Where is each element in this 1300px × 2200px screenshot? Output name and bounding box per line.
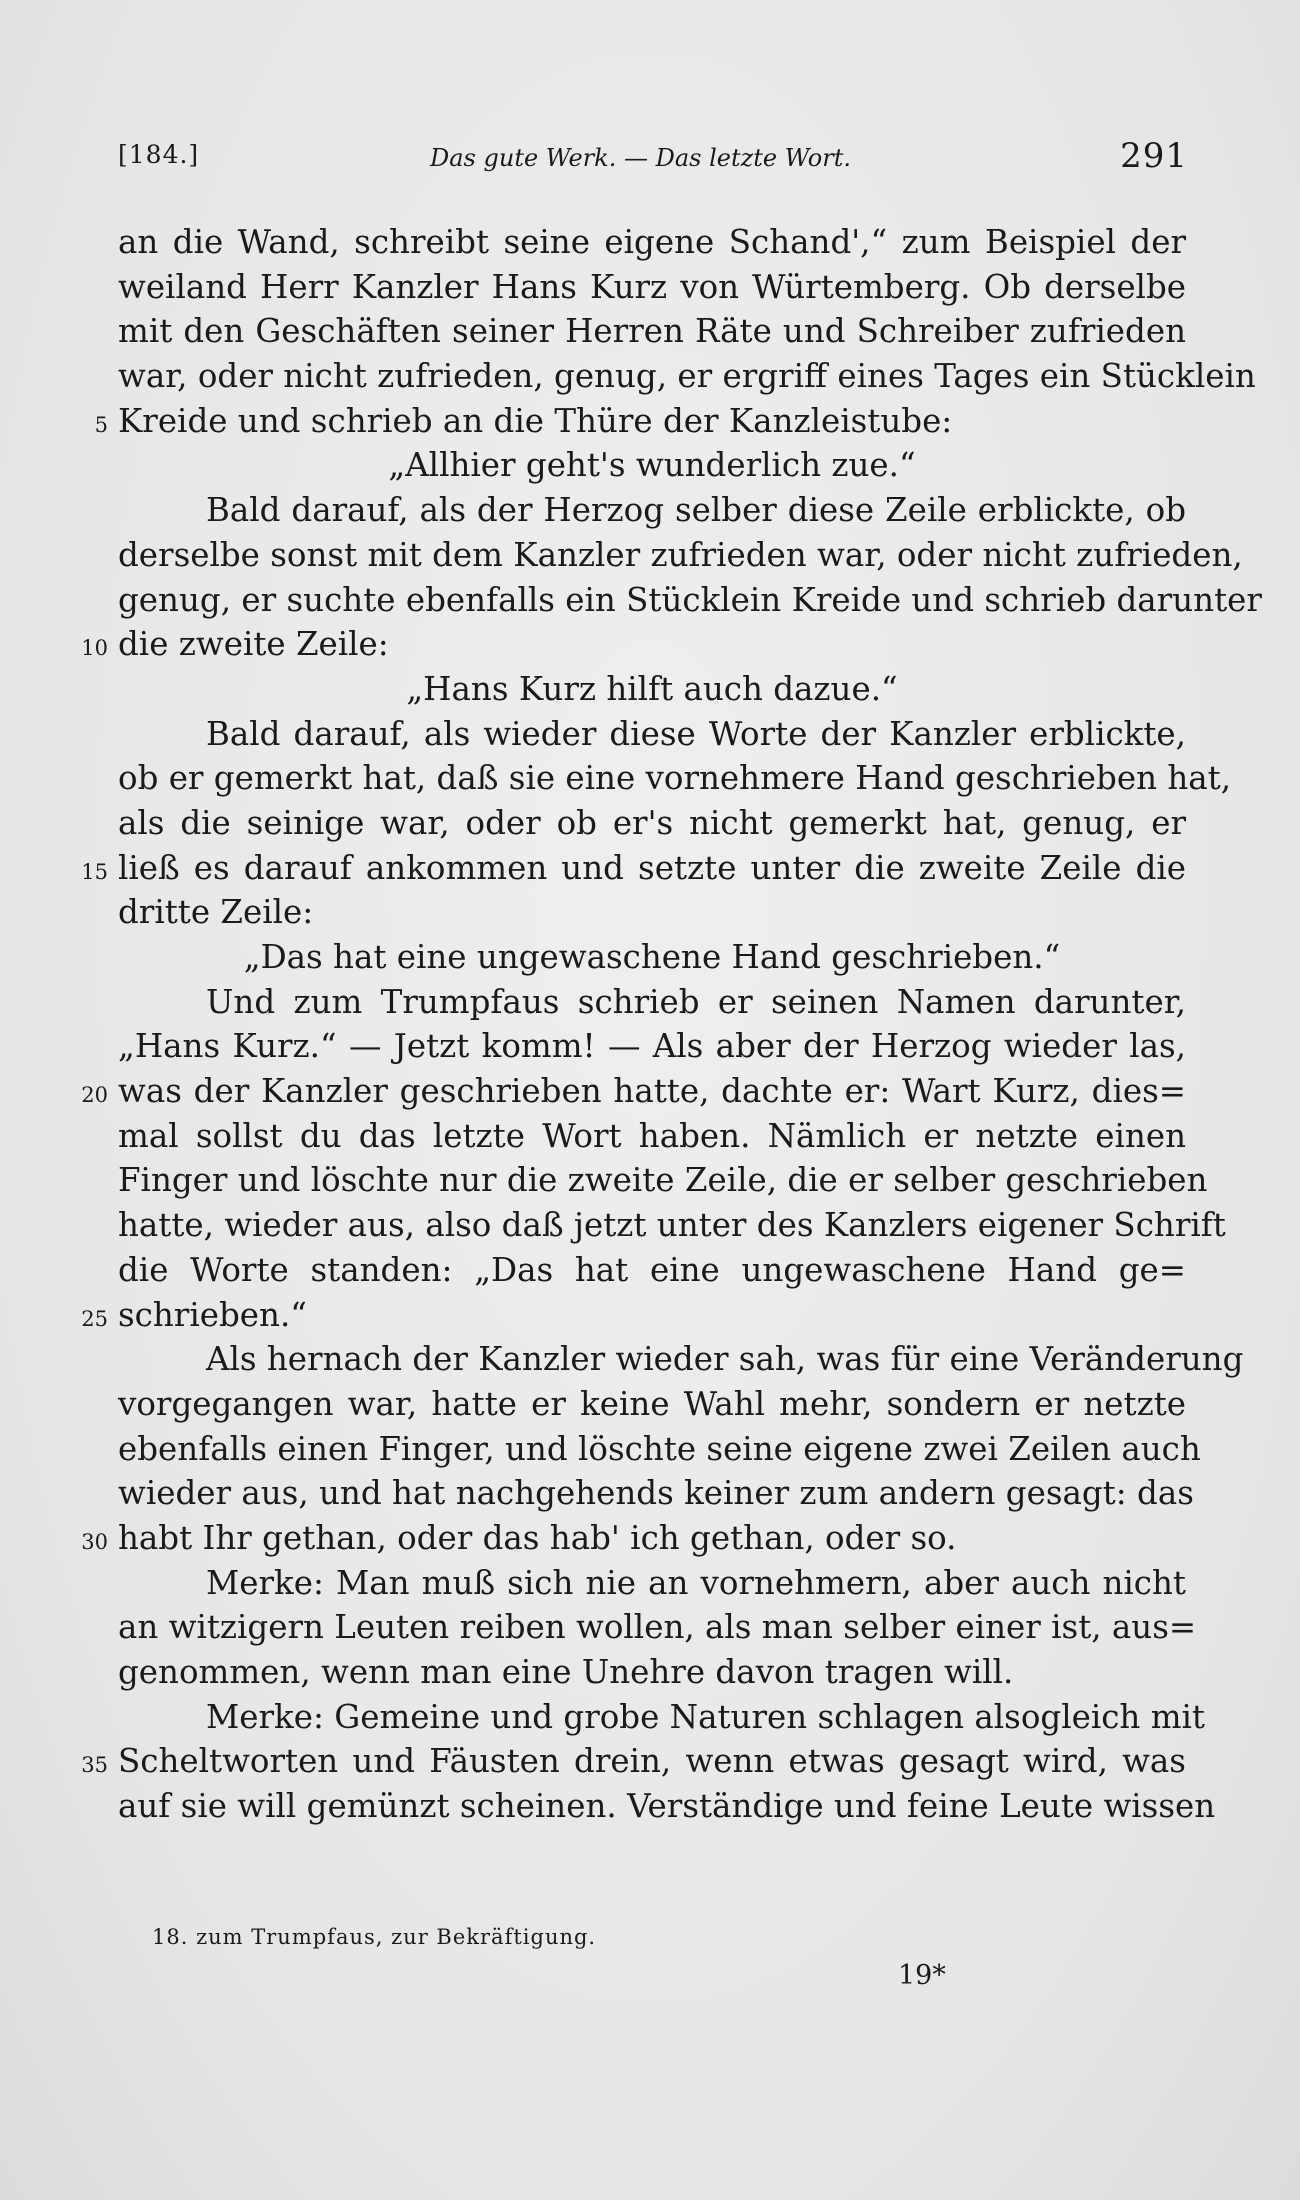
text-line — [81, 622, 1186, 667]
text-line — [118, 667, 1186, 712]
line-text: „Allhier geht's wunderlich zue.“ — [388, 446, 916, 485]
line-text: „Hans Kurz hilft auch dazue.“ — [406, 669, 898, 708]
text-line — [118, 1114, 1186, 1159]
line-number: 20 — [81, 1083, 108, 1108]
line-text: was der Kanzler geschrieben hatte, dachte er: Wart Kurz, dies= — [118, 1072, 1186, 1111]
text-line — [118, 1650, 1186, 1695]
text-line — [118, 712, 1186, 757]
line-text: Und zum Trumpfaus schrieb er seinen Namen darunter, — [206, 982, 1186, 1021]
text-line — [118, 1605, 1197, 1650]
line-text: Scheltworten und Fäusten drein, wenn etwas gesagt wird, was — [118, 1742, 1186, 1781]
text-line — [118, 443, 1186, 488]
text-line — [118, 1784, 1216, 1829]
line-text: war, oder nicht zufrieden, genug, er ergriff eines Tages ein Stücklein — [118, 357, 1256, 396]
line-text: hatte, wieder aus, also daß jetzt unter des Kanzlers eigener Schrift — [118, 1206, 1226, 1245]
line-text: auf sie will gemünzt scheinen. Verständige und feine Leute wissen — [118, 1787, 1216, 1826]
line-text: derselbe sonst mit dem Kanzler zufrieden war, oder nicht zufrieden, — [118, 535, 1243, 574]
line-text: dritte Zeile: — [118, 893, 314, 932]
line-text: Merke: Gemeine und grobe Naturen schlagen alsogleich mit — [206, 1697, 1205, 1736]
text-line — [118, 265, 1186, 310]
line-text: an die Wand, schreibt seine eigene Schand',“ zum Beispiel der — [118, 223, 1186, 261]
text-line — [118, 980, 1186, 1025]
text-line — [118, 756, 1232, 801]
signature-mark: 19* — [898, 1960, 946, 1991]
line-text: schrieben.“ — [118, 1295, 307, 1334]
line-text: vorgegangen war, hatte er keine Wahl mehr, sondern er netzte — [118, 1384, 1186, 1423]
text-line — [81, 1293, 1186, 1338]
text-line — [118, 1427, 1201, 1472]
line-text: die zweite Zeile: — [118, 625, 389, 664]
line-text: Als hernach der Kanzler wieder sah, was für eine Veränderung — [206, 1340, 1244, 1379]
line-number: 10 — [81, 636, 108, 661]
line-number: 5 — [94, 412, 108, 437]
text-line — [118, 488, 1186, 533]
line-text: habt Ihr gethan, oder das hab' ich gethan, oder so. — [118, 1518, 957, 1557]
line-text: Finger und löschte nur die zweite Zeile, die er selber geschrieben — [118, 1161, 1208, 1200]
text-line — [118, 1382, 1186, 1427]
line-text: ließ es darauf ankommen und setzte unter die zweite Zeile die — [118, 848, 1186, 887]
line-text: „Hans Kurz.“ — Jetzt komm! — Als aber der Herzog wieder las, — [118, 1027, 1186, 1066]
text-line — [118, 309, 1186, 354]
text-line — [118, 1337, 1244, 1382]
text-line — [118, 1248, 1186, 1293]
line-number: 30 — [81, 1529, 108, 1554]
text-line — [94, 399, 1186, 444]
line-text: ebenfalls einen Finger, und löschte seine eigene zwei Zeilen auch — [118, 1429, 1201, 1468]
line-text: Bald darauf, als wieder diese Worte der Kanzler erblickte, — [206, 714, 1186, 753]
section-number: [184.] — [118, 140, 200, 169]
line-text: genug, er suchte ebenfalls ein Stücklein Kreide und schrieb darunter — [118, 580, 1262, 619]
text-line — [81, 846, 1186, 891]
footnote: 18. zum Trumpfaus, zur Bekräftigung. — [152, 1925, 597, 1949]
text-line — [118, 1024, 1186, 1069]
running-title: Das gute Werk. — Das letzte Wort. — [430, 144, 851, 172]
text-line — [118, 1158, 1208, 1203]
text-line — [118, 1471, 1194, 1516]
text-line — [118, 220, 1186, 265]
body-text — [81, 220, 1262, 1829]
text-line — [118, 935, 1186, 980]
text-line — [118, 1695, 1205, 1740]
text-line — [118, 1203, 1226, 1248]
text-line — [118, 354, 1256, 399]
running-header — [118, 136, 1188, 184]
text-line — [81, 1739, 1186, 1784]
page-number: 291 — [1120, 136, 1188, 176]
line-text: genommen, wenn man eine Unehre davon tragen will. — [118, 1653, 1014, 1691]
line-text: die Worte standen: „Das hat eine ungewaschene Hand ge= — [118, 1250, 1186, 1289]
text-line — [118, 801, 1186, 846]
line-text: Kreide und schrieb an die Thüre der Kanzleistube: — [118, 401, 953, 440]
line-text: ob er gemerkt hat, daß sie eine vornehmere Hand geschrieben hat, — [118, 759, 1232, 798]
text-line — [81, 1516, 1186, 1561]
line-text: mal sollst du das letzte Wort haben. Nämlich er netzte einen — [118, 1116, 1186, 1155]
line-number: 15 — [81, 859, 108, 884]
text-line — [118, 578, 1262, 623]
line-text: mit den Geschäften seiner Herren Räte und Schreiber zufrieden — [118, 312, 1186, 351]
line-text: weiland Herr Kanzler Hans Kurz von Würtemberg. Ob derselbe — [118, 267, 1186, 306]
text-line — [118, 1561, 1186, 1606]
line-text: als die seinige war, oder ob er's nicht gemerkt hat, genug, er — [118, 803, 1186, 842]
line-text: „Das hat eine ungewaschene Hand geschrieben.“ — [243, 938, 1061, 976]
line-text: an witzigern Leuten reiben wollen, als man selber einer ist, aus= — [118, 1608, 1197, 1647]
line-text: Merke: Man muß sich nie an vornehmern, aber auch nicht — [206, 1563, 1186, 1602]
line-number: 25 — [81, 1306, 108, 1331]
text-line — [81, 1069, 1186, 1114]
line-text: wieder aus, und hat nachgehends keiner zum andern gesagt: das — [118, 1474, 1194, 1513]
text-line — [118, 890, 1186, 935]
line-number: 35 — [81, 1753, 108, 1778]
line-text: Bald darauf, als der Herzog selber diese Zeile erblickte, ob — [206, 491, 1186, 530]
text-line — [118, 533, 1243, 578]
